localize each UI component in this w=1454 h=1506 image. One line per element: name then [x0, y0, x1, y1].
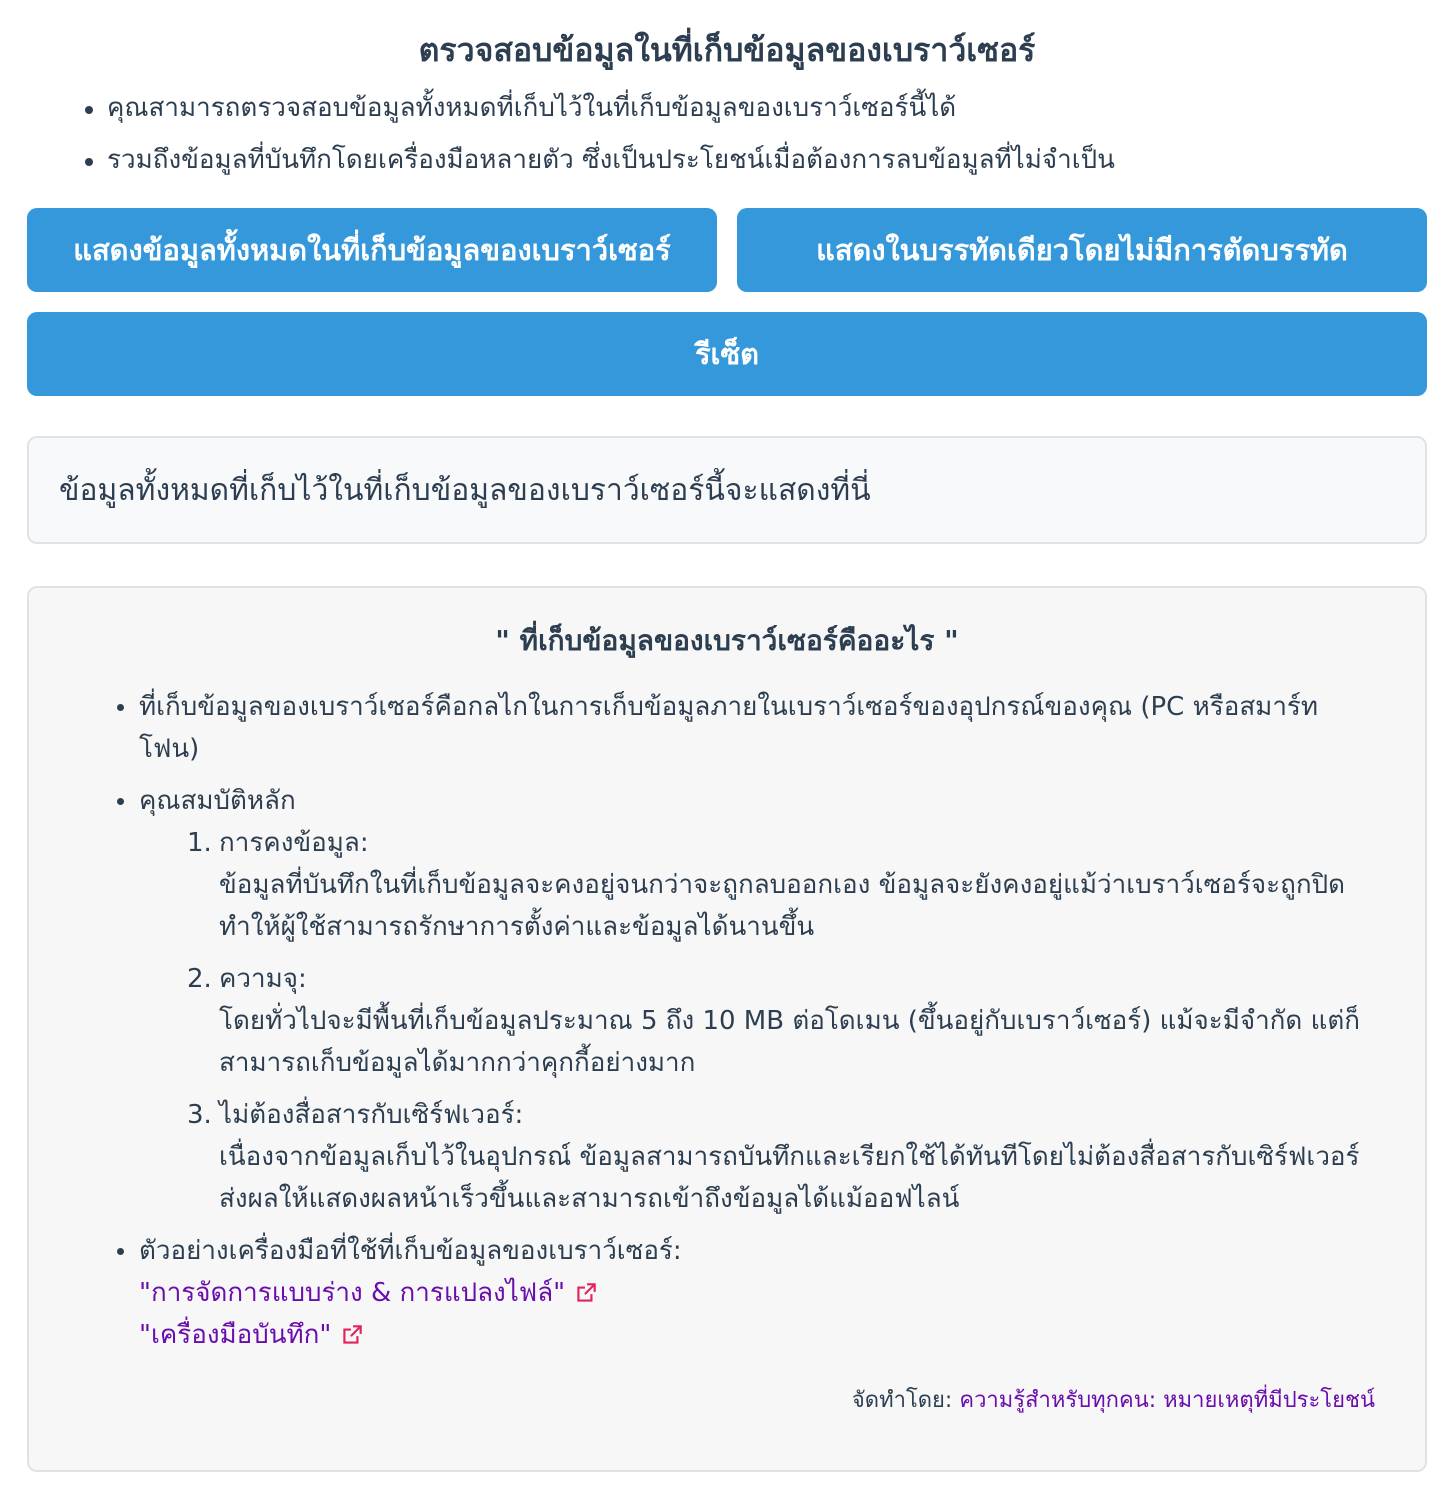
feature-desc: โดยทั่วไปจะมีพื้นที่เก็บข้อมูลประมาณ 5 ถึง 10 MB ต่อโดเมน (ขึ้นอยู่กับเบราว์เซอร์) แม้จะมีจำกัด แต่ก็สามารถเก็บข้อมูลได้มากกว่าคุกกี้อย่างมาก — [219, 1006, 1360, 1078]
examples-item — [139, 1230, 1375, 1356]
page-title: ตรวจสอบข้อมูลในที่เก็บข้อมูลของเบราว์เซอร์ — [418, 31, 1036, 69]
external-link-icon — [573, 1280, 599, 1306]
feature-name: ความจุ: — [219, 964, 307, 994]
feature-number: 3. — [187, 1100, 212, 1130]
feature-item — [187, 1094, 1375, 1220]
button-row — [27, 208, 1427, 292]
output-placeholder: ข้อมูลทั้งหมดที่เก็บไว้ในที่เก็บข้อมูลของเบราว์เซอร์นี้จะแสดงที่นี่ — [59, 472, 871, 508]
features-label: คุณสมบัติหลัก — [139, 786, 296, 816]
show-all-button[interactable]: แสดงข้อมูลทั้งหมดในที่เก็บข้อมูลของเบราว์เซอร์ — [27, 208, 717, 292]
credit — [852, 1386, 1375, 1416]
feature-desc: ข้อมูลที่บันทึกในที่เก็บข้อมูลจะคงอยู่จนกว่าจะถูกลบออกเอง ข้อมูลจะยังคงอยู่แม้ว่าเบราว์เซอร์จะถูกปิด ทำให้ผู้ใช้สามารถรักษาการตั้งค่าและข้อมูลได้นานขึ้น — [219, 870, 1345, 942]
info-list — [79, 686, 1375, 1356]
tool-link-text: "การจัดการแบบร่าง & การแปลงไฟล์" — [139, 1278, 566, 1308]
external-link-icon — [339, 1322, 365, 1348]
intro-bullet: คุณสามารถตรวจสอบข้อมูลทั้งหมดที่เก็บไว้ในที่เก็บข้อมูลของเบราว์เซอร์นี้ได้ — [107, 82, 1427, 134]
feature-name: ไม่ต้องสื่อสารกับเซิร์ฟเวอร์: — [219, 1100, 524, 1130]
feature-item — [187, 958, 1375, 1084]
info-title: " ที่เก็บข้อมูลของเบราว์เซอร์คืออะไร " — [495, 624, 959, 657]
tool-link-text: "เครื่องมือบันทึก" — [139, 1320, 332, 1350]
feature-item — [187, 822, 1375, 948]
feature-number: 2. — [187, 964, 212, 994]
tool-link-draft-manager[interactable] — [139, 1272, 599, 1314]
examples-label: ตัวอย่างเครื่องมือที่ใช้ที่เก็บข้อมูลของเบราว์เซอร์: — [139, 1236, 682, 1266]
credit-label: จัดทำโดย: — [851, 1388, 953, 1413]
single-line-button[interactable]: แสดงในบรรทัดเดียวโดยไม่มีการตัดบรรทัด — [737, 208, 1427, 292]
tool-link-notes[interactable] — [139, 1314, 365, 1356]
features-item — [139, 780, 1375, 1220]
definition-item: ที่เก็บข้อมูลของเบราว์เซอร์คือกลไกในการเก็บข้อมูลภายในเบราว์เซอร์ของอุปกรณ์ของคุณ (PC หรือสมาร์ทโฟน) — [139, 686, 1375, 770]
credit-link[interactable]: ความรู้สำหรับทุกคน: หมายเหตุที่มีประโยชน์ — [959, 1388, 1375, 1413]
reset-button[interactable]: รีเซ็ต — [27, 312, 1427, 396]
intro-list — [27, 82, 1427, 186]
feature-name: การคงข้อมูล: — [219, 828, 369, 858]
info-panel — [27, 586, 1427, 1472]
feature-desc: เนื่องจากข้อมูลเก็บไว้ในอุปกรณ์ ข้อมูลสามารถบันทึกและเรียกใช้ได้ทันทีโดยไม่ต้องสื่อสารกับเซิร์ฟเวอร์ ส่งผลให้แสดงผลหน้าเร็วขึ้นและสามารถเข้าถึงข้อมูลได้แม้ออฟไลน์ — [219, 1142, 1360, 1214]
intro-bullet: รวมถึงข้อมูลที่บันทึกโดยเครื่องมือหลายตัว ซึ่งเป็นประโยชน์เมื่อต้องการลบข้อมูลที่ไม่จำเป็น — [107, 134, 1427, 186]
storage-output — [27, 436, 1427, 544]
features-list — [139, 822, 1375, 1220]
feature-number: 1. — [187, 828, 212, 858]
